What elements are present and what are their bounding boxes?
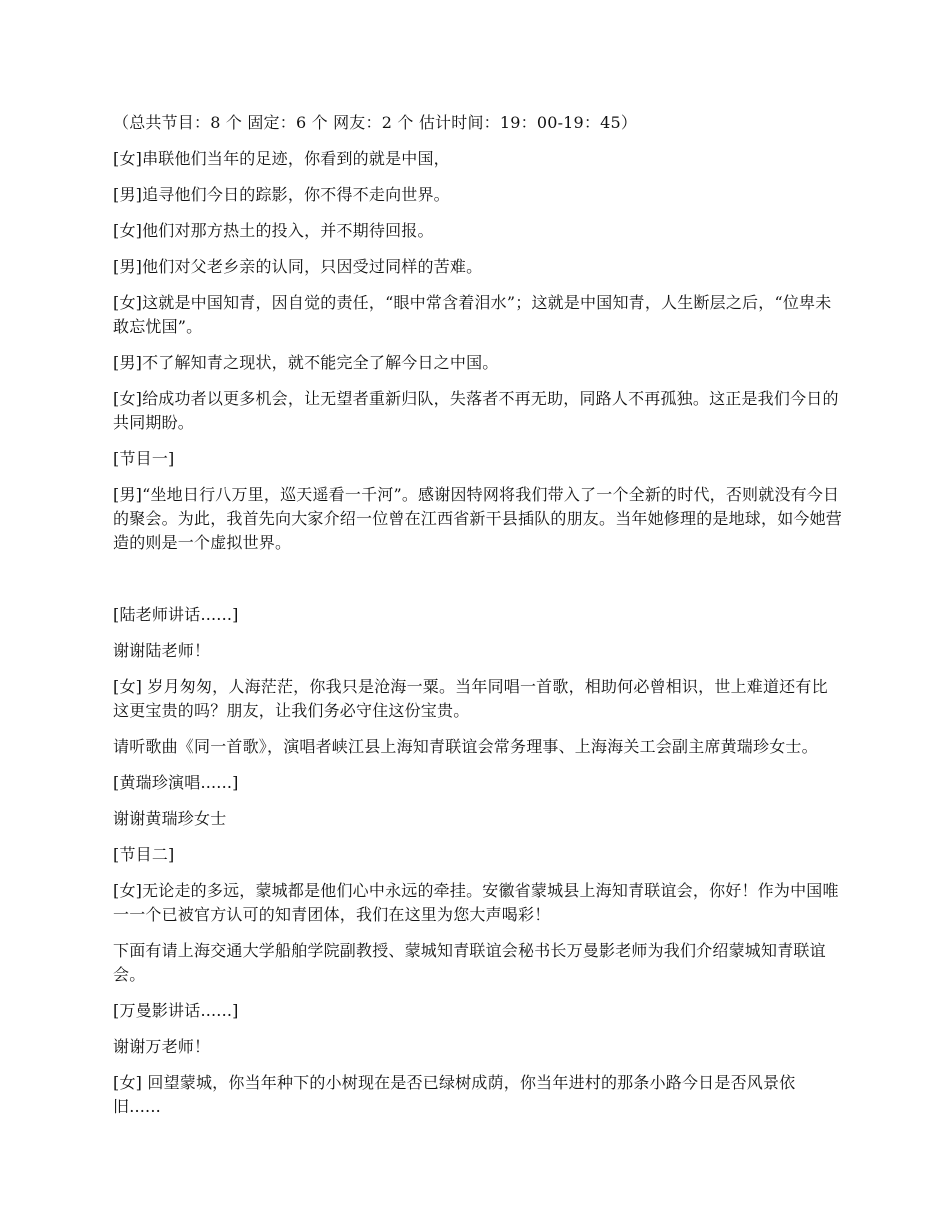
script-line: [女] 回望蒙城，你当年种下的小树现在是否已绿树成荫，你当年进村的那条小路今日是否风景依旧...... <box>113 1073 796 1116</box>
script-line: 请听歌曲《同一首歌》，演唱者峡江县上海知青联谊会常务理事、上海海关工会副主席黄瑞珍女士。 <box>113 737 818 756</box>
section-heading: [节目一] <box>113 449 175 468</box>
stage-direction: [陆老师讲话......] <box>113 605 239 624</box>
script-line: [女] 岁月匆匆，人海茫茫，你我只是沧海一粟。当年同唱一首歌，相助何必曾相识，世上难道还有比这更宝贵的吗？朋友，让我们务必守住这份宝贵。 <box>113 677 828 720</box>
script-line: [男]不了解知青之现状，就不能完全了解今日之中国。 <box>113 353 499 372</box>
script-line: 谢谢陆老师！ <box>113 641 211 660</box>
program-summary: （总共节目：8 个 固定：6 个 网友：2 个 估计时间：19：00-19：45） <box>113 113 638 132</box>
document-body <box>113 111 843 1131</box>
stage-direction: [黄瑞珍演唱......] <box>113 773 239 792</box>
blank-spacer <box>113 567 843 603</box>
script-line: [男]“坐地日行八万里，巡天遥看一千河”。感谢因特网将我们带入了一个全新的时代，否则就没有今日的聚会。为此，我首先向大家介绍一位曾在江西省新干县插队的朋友。当年她修理的是地球，如今她营造的则是一个虚拟世界。 <box>113 485 843 552</box>
script-line: 下面有请上海交通大学船舶学院副教授、蒙城知青联谊会秘书长万曼影老师为我们介绍蒙城知青联谊会。 <box>113 941 826 984</box>
script-line: [女]给成功者以更多机会，让无望者重新归队，失落者不再无助，同路人不再孤独。这正是我们今日的共同期盼。 <box>113 389 839 432</box>
script-line: [女]无论走的多远，蒙城都是他们心中永远的牵挂。安徽省蒙城县上海知青联谊会，你好！作为中国唯一一个已被官方认可的知青团体，我们在这里为您大声喝彩！ <box>113 881 839 924</box>
section-heading: [节目二] <box>113 845 175 864</box>
script-line: [女]串联他们当年的足迹，你看到的就是中国， <box>113 149 450 168</box>
script-line: [男]他们对父老乡亲的认同，只因受过同样的苦难。 <box>113 257 483 276</box>
script-line: 谢谢万老师！ <box>113 1037 211 1056</box>
stage-direction: [万曼影讲话......] <box>113 1001 239 1020</box>
script-line: [男]追寻他们今日的踪影，你不得不走向世界。 <box>113 185 450 204</box>
script-line: [女]这就是中国知青，因自觉的责任，“眼中常含着泪水”；这就是中国知青，人生断层之后，“位卑未敢忘忧国”。 <box>113 293 832 336</box>
script-line: 谢谢黄瑞珍女士 <box>113 809 227 828</box>
script-line: [女]他们对那方热土的投入，并不期待回报。 <box>113 221 434 240</box>
